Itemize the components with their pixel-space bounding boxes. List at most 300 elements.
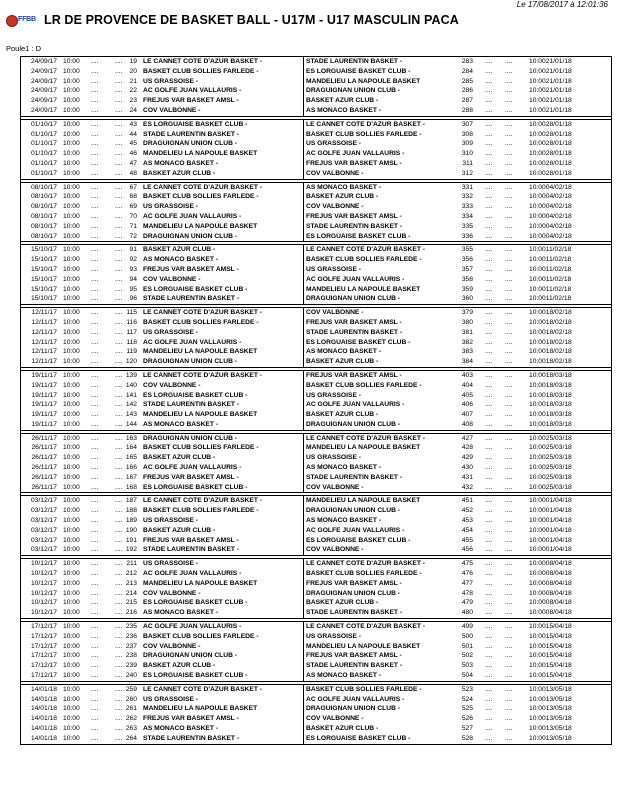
away-team: ES LORGUAISE BASKET CLUB - [306, 536, 411, 544]
match-date: 01/10/17 [30, 140, 57, 148]
match-number: 22 [129, 87, 137, 95]
match-time: 10:00 [63, 662, 80, 670]
match-time: 10:00 [63, 193, 80, 201]
score-away-placeholder: .... [115, 265, 123, 273]
match-time: 10:00 [63, 642, 80, 650]
table-row [21, 86, 611, 96]
table-row [21, 245, 611, 255]
match-number: 235 [125, 623, 137, 631]
return-score-away-placeholder: .... [505, 150, 513, 158]
return-score-home-placeholder: .... [485, 570, 493, 578]
table-row [21, 275, 611, 285]
home-team: BASKET AZUR CLUB - [143, 169, 216, 177]
column-divider [303, 130, 304, 140]
match-number: 215 [125, 599, 137, 607]
return-match-number: 336 [461, 232, 473, 240]
return-match-number: 309 [461, 140, 473, 148]
table-row [21, 192, 611, 202]
table-row [21, 308, 611, 318]
match-number: 240 [125, 672, 137, 680]
return-match-datetime: 10:0001/04/18 [529, 507, 572, 515]
return-score-away-placeholder: .... [505, 401, 513, 409]
match-time: 10:00 [63, 695, 80, 703]
return-match-number: 480 [461, 609, 473, 617]
table-row [21, 642, 611, 652]
match-time: 10:00 [63, 87, 80, 95]
away-team: LE CANNET COTE D'AZUR BASKET - [306, 434, 425, 442]
score-home-placeholder: .... [91, 120, 99, 128]
match-number: 20 [129, 67, 137, 75]
return-score-away-placeholder: .... [505, 526, 513, 534]
return-match-datetime: 10:0011/02/18 [529, 295, 572, 303]
match-date: 15/10/17 [30, 256, 57, 264]
return-score-home-placeholder: .... [485, 203, 493, 211]
home-team: ES LORGUAISE BASKET CLUB - [143, 672, 248, 680]
return-score-home-placeholder: .... [485, 67, 493, 75]
column-divider [303, 371, 304, 381]
return-match-datetime: 10:0004/02/18 [529, 203, 572, 211]
column-divider [303, 357, 304, 367]
score-away-placeholder: .... [115, 212, 123, 220]
column-divider [303, 265, 304, 275]
away-team: STADE LAURENTIN BASKET - [306, 662, 403, 670]
match-time: 10:00 [63, 632, 80, 640]
match-time: 10:00 [63, 546, 80, 554]
column-divider [303, 589, 304, 599]
home-team: BASKET AZUR CLUB - [143, 454, 216, 462]
match-date: 19/11/17 [31, 381, 57, 389]
score-away-placeholder: .... [115, 570, 123, 578]
return-match-datetime: 10:0008/04/18 [529, 589, 572, 597]
column-divider [303, 347, 304, 357]
return-match-datetime: 10:0021/01/18 [529, 77, 572, 85]
return-match-number: 478 [461, 589, 473, 597]
return-match-number: 453 [461, 517, 473, 525]
match-number: 164 [125, 444, 137, 452]
match-time: 10:00 [63, 715, 80, 723]
return-match-datetime: 10:0028/01/18 [529, 120, 572, 128]
home-team: AC GOLFE JUAN VALLAURIS - [143, 87, 242, 95]
table-row [21, 169, 611, 179]
return-score-away-placeholder: .... [505, 483, 513, 491]
match-number: 21 [129, 77, 137, 85]
return-match-datetime: 10:0028/01/18 [529, 140, 572, 148]
return-match-datetime: 10:0013/05/18 [529, 685, 572, 693]
match-date: 08/10/17 [30, 183, 57, 191]
score-away-placeholder: .... [115, 464, 123, 472]
match-date: 17/12/17 [30, 672, 57, 680]
match-time: 10:00 [63, 275, 80, 283]
away-team: STADE LAURENTIN BASKET - [306, 328, 403, 336]
away-team: FREJUS VAR BASKET AMSL - [306, 159, 402, 167]
column-divider [303, 704, 304, 714]
match-number: 264 [125, 734, 137, 742]
table-row [21, 130, 611, 140]
return-match-number: 379 [461, 309, 473, 317]
return-match-datetime: 10:0013/05/18 [529, 695, 572, 703]
return-match-number: 359 [461, 285, 473, 293]
match-date: 03/12/17 [30, 546, 57, 554]
return-match-datetime: 10:0018/02/18 [529, 338, 572, 346]
score-away-placeholder: .... [115, 454, 123, 462]
table-row [21, 149, 611, 159]
away-team: STADE LAURENTIN BASKET - [306, 609, 403, 617]
score-home-placeholder: .... [91, 685, 99, 693]
home-team: AC GOLFE JUAN VALLAURIS - [143, 570, 242, 578]
return-score-away-placeholder: .... [505, 203, 513, 211]
match-date: 01/10/17 [30, 169, 57, 177]
score-away-placeholder: .... [115, 434, 123, 442]
match-date: 01/10/17 [30, 159, 57, 167]
score-away-placeholder: .... [115, 526, 123, 534]
return-match-datetime: 10:0018/02/18 [529, 309, 572, 317]
match-time: 10:00 [63, 444, 80, 452]
match-time: 10:00 [63, 58, 80, 65]
return-match-datetime: 10:0018/02/18 [529, 348, 572, 356]
score-away-placeholder: .... [115, 632, 123, 640]
match-time: 10:00 [63, 328, 80, 336]
home-team: FREJUS VAR BASKET AMSL - [143, 473, 239, 481]
match-number: 69 [129, 203, 137, 211]
match-number: 238 [125, 652, 137, 660]
away-team: FREJUS VAR BASKET AMSL - [306, 212, 402, 220]
table-row [21, 622, 611, 632]
return-score-away-placeholder: .... [505, 275, 513, 283]
column-divider [303, 463, 304, 473]
table-row [21, 671, 611, 681]
match-date: 15/10/17 [30, 246, 57, 254]
away-team: US GRASSOISE - [306, 265, 361, 273]
score-away-placeholder: .... [115, 256, 123, 264]
column-divider [303, 212, 304, 222]
home-team: US GRASSOISE - [143, 77, 198, 85]
home-team: STADE LAURENTIN BASKET - [143, 546, 240, 554]
match-time: 10:00 [63, 589, 80, 597]
home-team: DRAGUIGNAN UNION CLUB - [143, 140, 237, 148]
match-number: 118 [126, 338, 137, 346]
table-row [21, 57, 611, 67]
column-divider [303, 622, 304, 632]
return-score-home-placeholder: .... [485, 328, 493, 336]
away-team: DRAGUIGNAN UNION CLUB - [306, 507, 400, 515]
return-score-away-placeholder: .... [505, 295, 513, 303]
score-away-placeholder: .... [115, 246, 123, 254]
match-date: 26/11/17 [31, 434, 57, 442]
return-score-home-placeholder: .... [485, 183, 493, 191]
home-team: AC GOLFE JUAN VALLAURIS - [143, 623, 242, 631]
return-match-number: 499 [461, 623, 473, 631]
return-score-home-placeholder: .... [485, 705, 493, 713]
return-match-datetime: 10:0011/02/18 [529, 256, 572, 264]
match-number: 187 [125, 497, 137, 505]
column-divider [303, 139, 304, 149]
return-score-home-placeholder: .... [485, 265, 493, 273]
score-away-placeholder: .... [115, 734, 123, 742]
match-date: 08/10/17 [30, 193, 57, 201]
score-home-placeholder: .... [91, 411, 99, 419]
home-team: MANDELIEU LA NAPOULE BASKET [143, 348, 258, 356]
column-divider [303, 338, 304, 348]
match-date: 10/12/17 [30, 560, 57, 568]
column-divider [303, 714, 304, 724]
match-time: 10:00 [63, 183, 80, 191]
return-score-away-placeholder: .... [505, 715, 513, 723]
home-team: FREJUS VAR BASKET AMSL - [143, 265, 239, 273]
match-time: 10:00 [63, 381, 80, 389]
matchday-group [21, 684, 611, 745]
return-score-away-placeholder: .... [505, 705, 513, 713]
match-date: 15/10/17 [30, 295, 57, 303]
return-score-away-placeholder: .... [505, 517, 513, 525]
score-home-placeholder: .... [91, 318, 99, 326]
table-row [21, 183, 611, 193]
home-team: MANDELIEU LA NAPOULE BASKET [143, 222, 258, 230]
home-team: STADE LAURENTIN BASKET - [143, 734, 240, 742]
return-match-datetime: 10:0015/04/18 [529, 642, 572, 650]
return-score-away-placeholder: .... [505, 58, 513, 65]
match-number: 262 [125, 715, 137, 723]
table-row [21, 559, 611, 569]
home-team: US GRASSOISE - [143, 328, 198, 336]
score-away-placeholder: .... [115, 159, 123, 167]
match-number: 142 [125, 401, 137, 409]
return-score-away-placeholder: .... [505, 536, 513, 544]
table-row [21, 139, 611, 149]
return-match-datetime: 10:0028/01/18 [529, 150, 572, 158]
away-team: MANDELIEU LA NAPOULE BASKET [306, 444, 421, 452]
away-team: FREJUS VAR BASKET AMSL - [306, 371, 402, 379]
score-away-placeholder: .... [115, 517, 123, 525]
score-away-placeholder: .... [115, 67, 123, 75]
column-divider [303, 608, 304, 618]
column-divider [303, 526, 304, 536]
score-away-placeholder: .... [115, 444, 123, 452]
match-date: 19/11/17 [31, 401, 57, 409]
home-team: BASKET CLUB SOLLIES FARLEDE - [143, 67, 259, 75]
score-home-placeholder: .... [91, 381, 99, 389]
return-score-away-placeholder: .... [505, 420, 513, 428]
table-row [21, 67, 611, 77]
return-match-number: 452 [461, 507, 473, 515]
table-row [21, 106, 611, 116]
matchday-group [21, 307, 611, 368]
table-row [21, 714, 611, 724]
return-match-number: 286 [461, 87, 473, 95]
score-away-placeholder: .... [115, 193, 123, 201]
match-time: 10:00 [63, 318, 80, 326]
return-score-home-placeholder: .... [485, 371, 493, 379]
return-match-datetime: 10:0013/05/18 [529, 705, 572, 713]
column-divider [303, 545, 304, 555]
return-score-home-placeholder: .... [485, 473, 493, 481]
score-home-placeholder: .... [91, 715, 99, 723]
away-team: DRAGUIGNAN UNION CLUB - [306, 87, 400, 95]
return-score-home-placeholder: .... [485, 526, 493, 534]
return-match-number: 432 [461, 483, 473, 491]
return-match-datetime: 10:0011/02/18 [529, 275, 572, 283]
score-home-placeholder: .... [91, 444, 99, 452]
return-match-number: 477 [461, 579, 473, 587]
match-date: 14/01/18 [30, 725, 57, 732]
return-score-away-placeholder: .... [505, 497, 513, 505]
column-divider [303, 294, 304, 304]
score-away-placeholder: .... [115, 169, 123, 177]
home-team: AS MONACO BASKET - [143, 420, 219, 428]
return-score-home-placeholder: .... [485, 358, 493, 366]
match-number: 143 [125, 411, 137, 419]
column-divider [303, 96, 304, 106]
away-team: AS MONACO BASKET - [306, 348, 382, 356]
return-score-home-placeholder: .... [485, 546, 493, 554]
column-divider [303, 642, 304, 652]
score-home-placeholder: .... [91, 599, 99, 607]
score-home-placeholder: .... [91, 632, 99, 640]
score-home-placeholder: .... [91, 464, 99, 472]
home-team: AS MONACO BASKET - [143, 609, 219, 617]
home-team: BASKET CLUB SOLLIES FARLEDE - [143, 444, 259, 452]
away-team: AS MONACO BASKET - [306, 106, 382, 114]
table-row [21, 453, 611, 463]
match-number: 237 [125, 642, 137, 650]
return-match-number: 406 [461, 401, 473, 409]
column-divider [303, 308, 304, 318]
score-away-placeholder: .... [115, 203, 123, 211]
score-away-placeholder: .... [115, 599, 123, 607]
return-match-number: 451 [461, 497, 473, 505]
score-away-placeholder: .... [115, 275, 123, 283]
return-score-away-placeholder: .... [505, 734, 513, 742]
score-away-placeholder: .... [115, 318, 123, 326]
return-score-home-placeholder: .... [485, 77, 493, 85]
table-row [21, 381, 611, 391]
score-home-placeholder: .... [91, 358, 99, 366]
score-away-placeholder: .... [115, 705, 123, 713]
away-team: BASKET CLUB SOLLIES FARLEDE - [306, 685, 422, 693]
return-score-home-placeholder: .... [485, 159, 493, 167]
match-time: 10:00 [63, 672, 80, 680]
column-divider [303, 86, 304, 96]
return-score-away-placeholder: .... [505, 97, 513, 105]
return-score-away-placeholder: .... [505, 232, 513, 240]
return-score-home-placeholder: .... [485, 464, 493, 472]
table-row [21, 347, 611, 357]
column-divider [303, 328, 304, 338]
return-match-datetime: 10:0018/02/18 [529, 318, 572, 326]
return-match-datetime: 10:0008/04/18 [529, 560, 572, 568]
table-row [21, 318, 611, 328]
match-number: 44 [129, 130, 137, 138]
match-date: 12/11/17 [31, 348, 57, 356]
match-time: 10:00 [63, 609, 80, 617]
return-match-datetime: 10:0018/03/18 [529, 371, 572, 379]
match-date: 01/10/17 [30, 130, 57, 138]
score-home-placeholder: .... [91, 67, 99, 75]
match-time: 10:00 [63, 97, 80, 105]
return-match-datetime: 10:0013/05/18 [529, 715, 572, 723]
match-number: 211 [126, 560, 137, 568]
score-home-placeholder: .... [91, 662, 99, 670]
return-match-number: 502 [461, 652, 473, 660]
match-number: 115 [126, 309, 137, 317]
away-team: US GRASSOISE - [306, 140, 361, 148]
match-number: 43 [129, 120, 137, 128]
home-team: BASKET AZUR CLUB - [143, 526, 216, 534]
match-number: 166 [125, 464, 137, 472]
score-home-placeholder: .... [91, 150, 99, 158]
away-team: DRAGUIGNAN UNION CLUB - [306, 705, 400, 713]
score-away-placeholder: .... [115, 411, 123, 419]
return-score-home-placeholder: .... [485, 507, 493, 515]
score-home-placeholder: .... [91, 285, 99, 293]
away-team: STADE LAURENTIN BASKET - [306, 58, 403, 65]
match-time: 10:00 [63, 265, 80, 273]
table-row [21, 734, 611, 744]
return-score-home-placeholder: .... [485, 150, 493, 158]
home-team: AS MONACO BASKET - [143, 256, 219, 264]
return-match-datetime: 10:0004/02/18 [529, 193, 572, 201]
return-match-number: 501 [461, 642, 473, 650]
match-date: 03/12/17 [30, 517, 57, 525]
table-row [21, 579, 611, 589]
away-team: COV VALBONNE - [306, 169, 364, 177]
matchday-group [21, 621, 611, 682]
score-home-placeholder: .... [91, 609, 99, 617]
return-score-home-placeholder: .... [485, 338, 493, 346]
table-row [21, 159, 611, 169]
score-away-placeholder: .... [115, 546, 123, 554]
score-away-placeholder: .... [115, 130, 123, 138]
score-away-placeholder: .... [115, 338, 123, 346]
score-away-placeholder: .... [115, 695, 123, 703]
home-team: BASKET CLUB SOLLIES FARLEDE - [143, 193, 259, 201]
score-home-placeholder: .... [91, 497, 99, 505]
table-row [21, 724, 611, 734]
away-team: MANDELIEU LA NAPOULE BASKET [306, 77, 421, 85]
return-match-number: 527 [461, 725, 473, 732]
away-team: BASKET CLUB SOLLIES FARLEDE - [306, 256, 422, 264]
matchday-group [21, 558, 611, 619]
home-team: AC GOLFE JUAN VALLAURIS - [143, 464, 242, 472]
return-score-home-placeholder: .... [485, 497, 493, 505]
column-divider [303, 598, 304, 608]
table-row [21, 569, 611, 579]
return-score-home-placeholder: .... [485, 517, 493, 525]
column-divider [303, 536, 304, 546]
return-score-away-placeholder: .... [505, 685, 513, 693]
return-score-away-placeholder: .... [505, 623, 513, 631]
match-number: 139 [125, 371, 137, 379]
return-score-away-placeholder: .... [505, 193, 513, 201]
return-score-home-placeholder: .... [485, 212, 493, 220]
match-time: 10:00 [63, 526, 80, 534]
return-match-number: 526 [461, 715, 473, 723]
return-score-away-placeholder: .... [505, 183, 513, 191]
return-match-datetime: 10:0018/03/18 [529, 391, 572, 399]
return-match-datetime: 10:0001/04/18 [529, 526, 572, 534]
score-away-placeholder: .... [115, 401, 123, 409]
return-match-datetime: 10:0021/01/18 [529, 97, 572, 105]
match-date: 19/11/17 [31, 371, 57, 379]
match-date: 26/11/17 [31, 454, 57, 462]
return-score-home-placeholder: .... [485, 536, 493, 544]
return-match-number: 383 [461, 348, 473, 356]
away-team: BASKET AZUR CLUB - [306, 97, 379, 105]
score-away-placeholder: .... [115, 662, 123, 670]
match-number: 47 [129, 159, 137, 167]
match-number: 72 [129, 232, 137, 240]
score-away-placeholder: .... [115, 295, 123, 303]
return-match-datetime: 10:0008/04/18 [529, 570, 572, 578]
